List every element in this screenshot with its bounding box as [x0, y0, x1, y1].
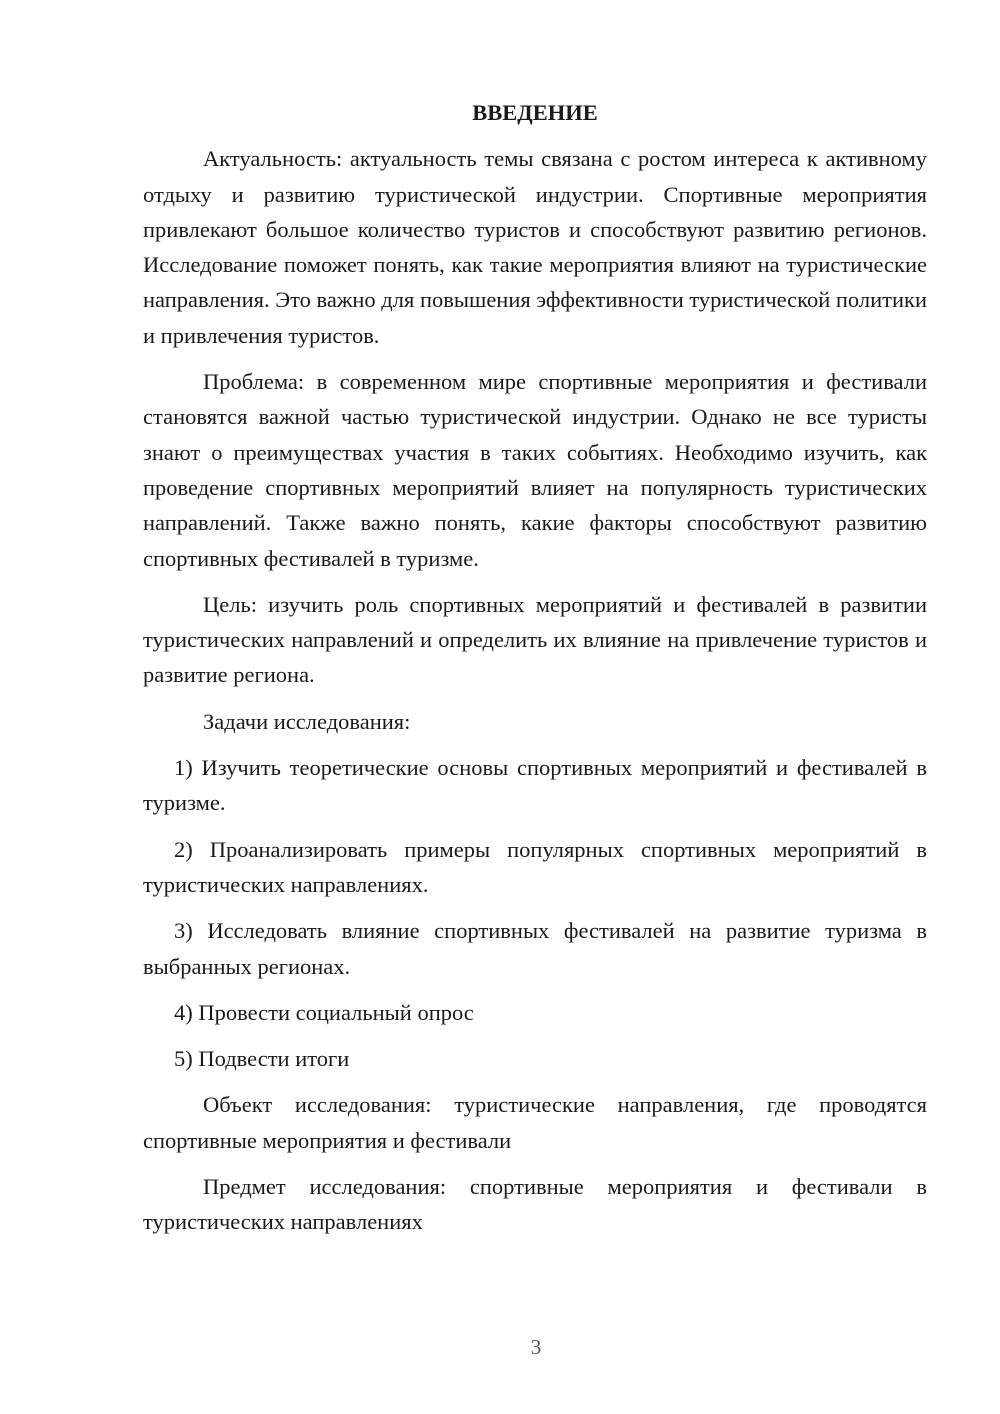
page-title: ВВЕДЕНИЕ — [472, 100, 598, 125]
task-item-1: 1) Изучить теоретические основы спортивных мероприятий и фестивалей в туризме. — [143, 755, 927, 816]
paragraph-subject: Предмет исследования: спортивные мероприятия и фестивали в туристических направлениях — [143, 1174, 927, 1235]
page-number: 3 — [530, 1335, 542, 1359]
paragraph-goal: Цель: изучить роль спортивных мероприятий и фестивалей в развитии туристических направлений и определить их влияние на привлечение туристов и развитие региона. — [143, 591, 927, 688]
paragraph-relevance: Актуальность: актуальность темы связана с ростом интереса к активному отдыху и развитию туристической индустрии. Спортивные мероприятия привлекают большое количество туристов и способствуют развитию регионов. Исследование поможет понять, как такие мероприятия влияют на туристические направления. Это важно для повышения эффективности туристической политики и привлечения туристов. — [143, 146, 927, 348]
tasks-heading: Задачи исследования: — [203, 708, 411, 734]
task-item-4: 4) Провести социальный опрос — [174, 999, 474, 1025]
document-body — [143, 95, 927, 1251]
task-item-3: 3) Исследовать влияние спортивных фестивалей на развитие туризма в выбранных регионах. — [143, 918, 927, 979]
paragraph-object: Объект исследования: туристические направления, где проводятся спортивные мероприятия и фестивали — [143, 1092, 927, 1153]
task-item-5: 5) Подвести итоги — [174, 1046, 350, 1072]
paragraph-problem: Проблема: в современном мире спортивные мероприятия и фестивали становятся важной частью туристической индустрии. Однако не все туристы знают о преимуществах участия в таких событиях. Необходимо изучить, как проведение спортивных мероприятий влияет на популярность туристических направлений. Также важно понять, какие факторы способствуют развитию спортивных фестивалей в туризме. — [143, 369, 927, 571]
task-item-2: 2) Проанализировать примеры популярных спортивных мероприятий в туристических направлениях. — [143, 836, 927, 897]
